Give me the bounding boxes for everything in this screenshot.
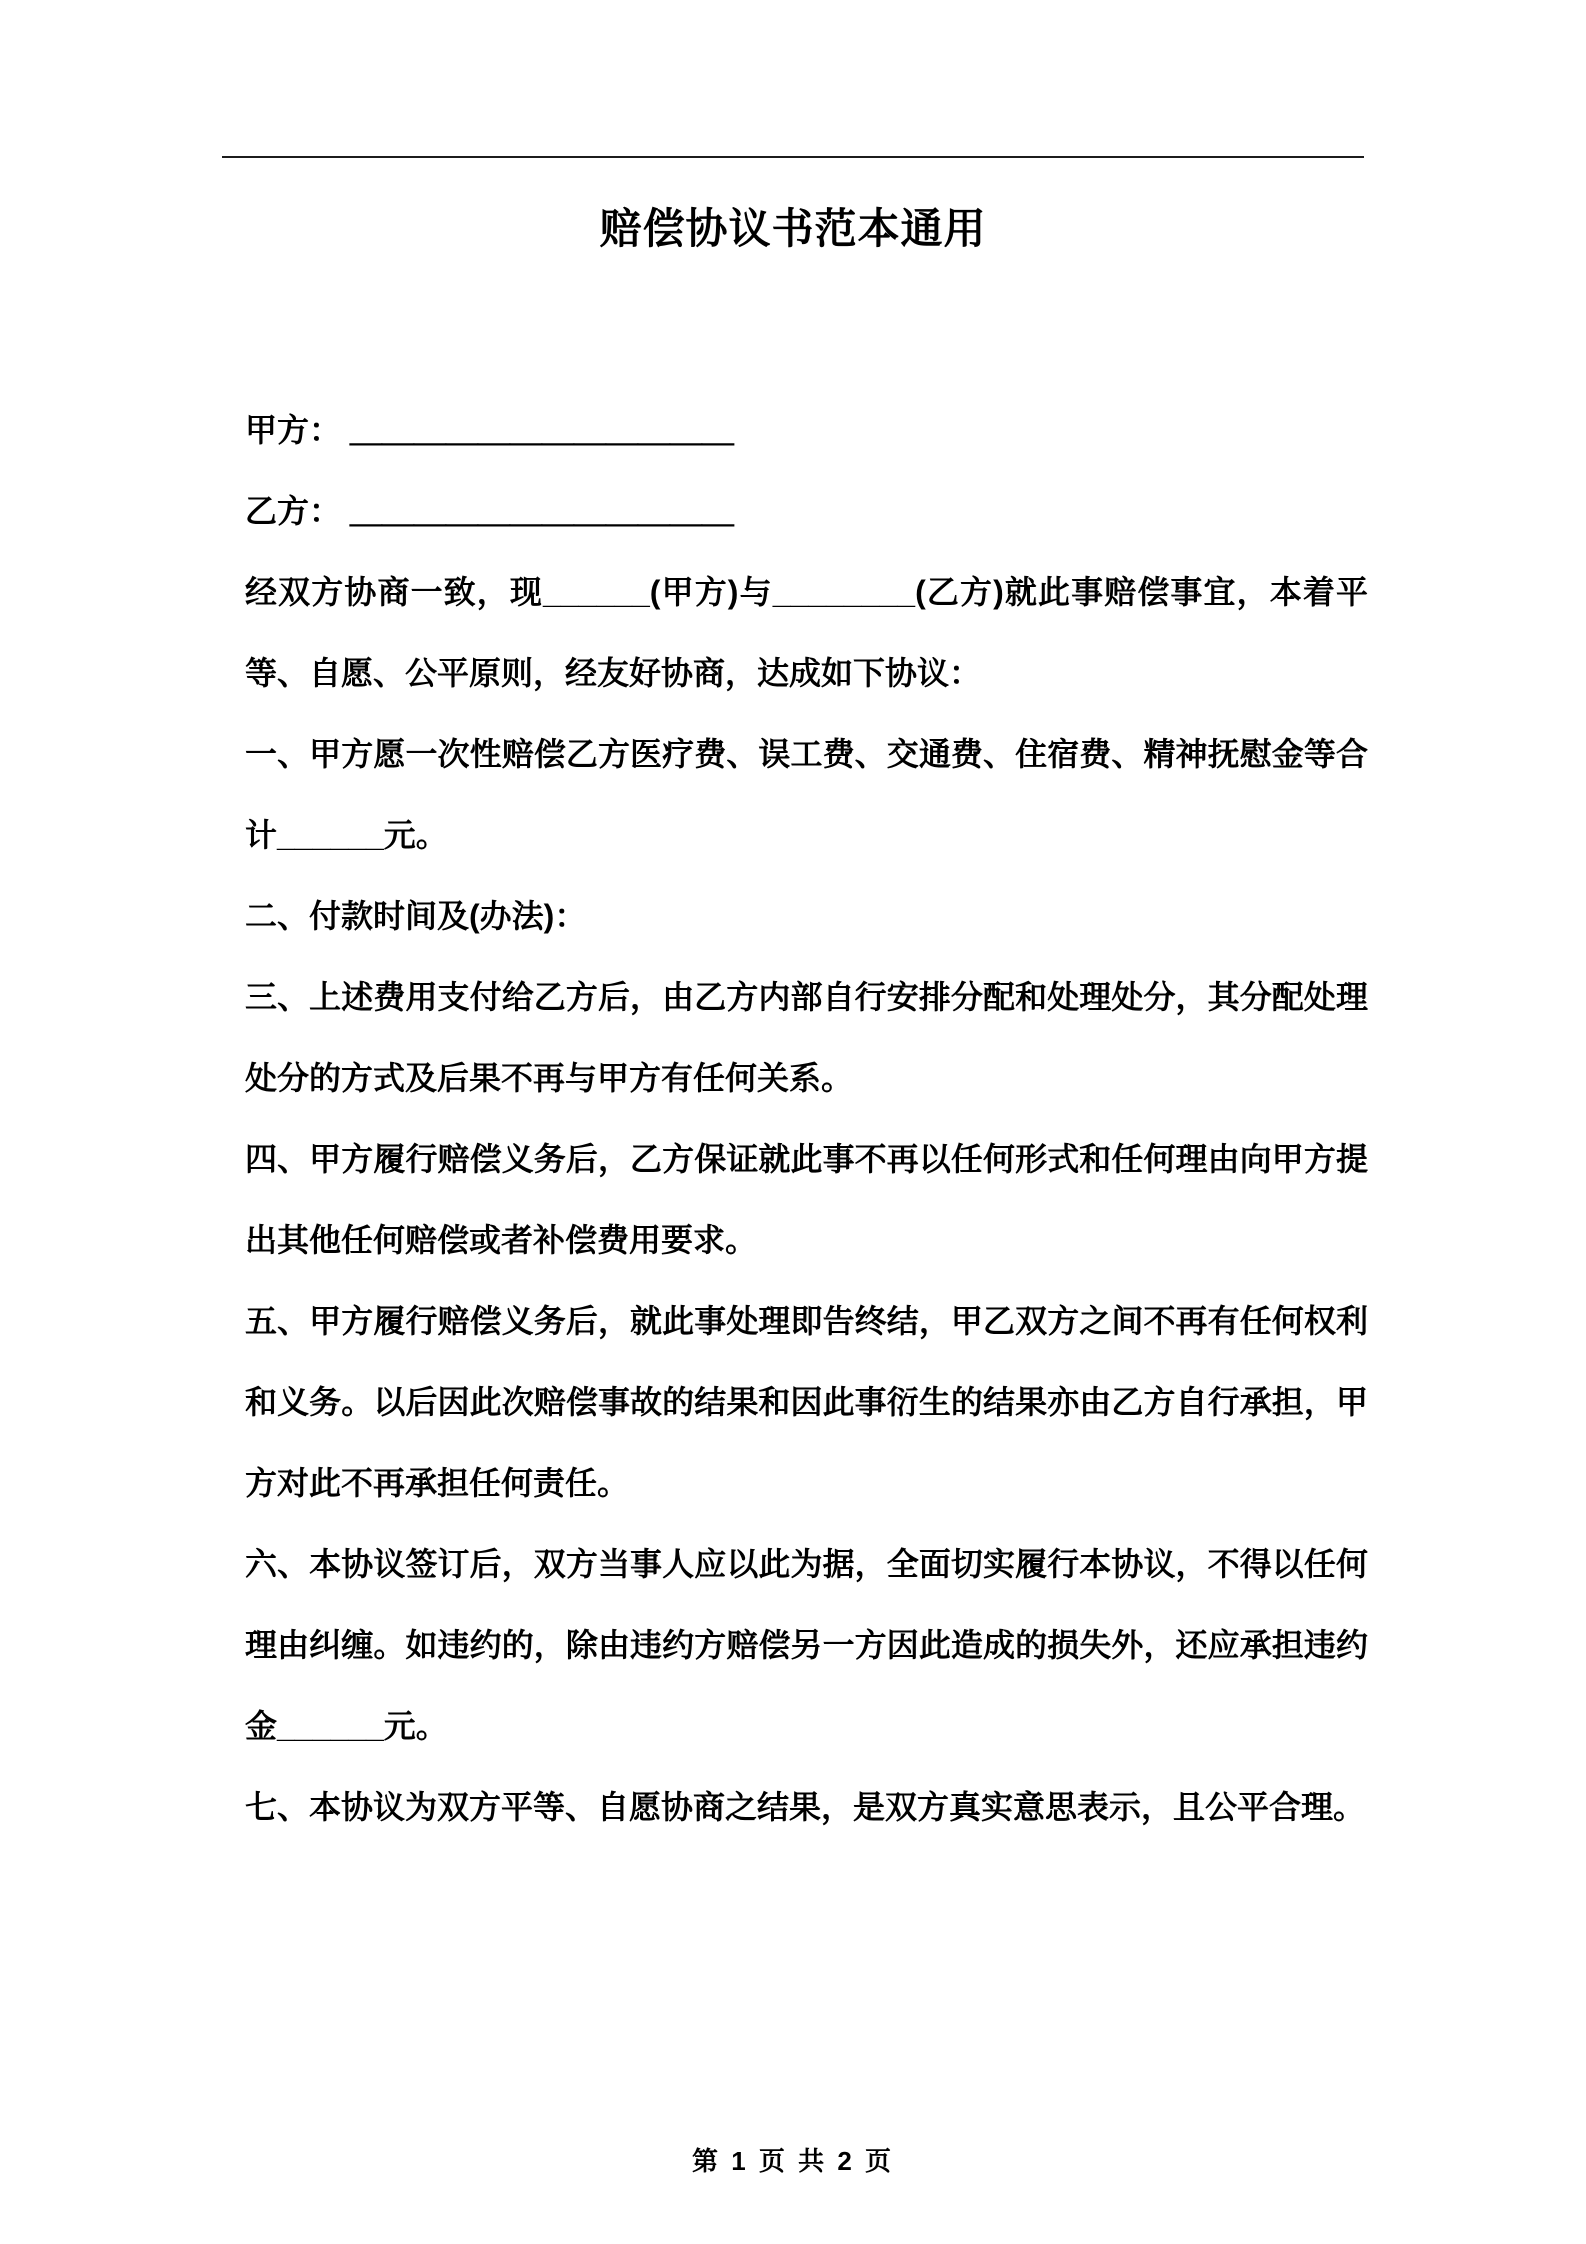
paragraph-clause-4: 四、甲方履行赔偿义务后，乙方保证就此事不再以任何形式和任何理由向甲方提出其他任何赔偿或者补偿费用要求。 [245,1141,1368,1258]
paragraph-clause-6: 六、本协议签订后，双方当事人应以此为据，全面切实履行本协议，不得以任何理由纠缠。如违约的，除由违约方赔偿另一方因此造成的损失外，还应承担违约金______元。 [245,1546,1368,1744]
paragraph-clause-5: 五、甲方履行赔偿义务后，就此事处理即告终结，甲乙双方之间不再有任何权利和义务。以后因此次赔偿事故的结果和因此事衍生的结果亦由乙方自行承担，甲方对此不再承担任何责任。 [245,1303,1368,1501]
header-rule [222,156,1364,158]
document-title: 赔偿协议书范本通用 [599,205,987,252]
paragraph-party-b: 乙方： ＿＿＿＿＿＿＿＿＿＿＿＿ [245,493,734,529]
paragraph-preamble: 经双方协商一致，现______(甲方)与________(乙方)就此事赔偿事宜，本着平等、自愿、公平原则，经友好协商，达成如下协议： [245,574,1368,691]
paragraph-party-a: 甲方： ＿＿＿＿＿＿＿＿＿＿＿＿ [245,412,734,448]
paragraph-clause-3: 三、上述费用支付给乙方后，由乙方内部自行安排分配和处理处分，其分配处理处分的方式及后果不再与甲方有任何关系。 [245,979,1368,1096]
paragraph-clause-1: 一、甲方愿一次性赔偿乙方医疗费、误工费、交通费、住宿费、精神抚慰金等合计______元。 [245,736,1368,853]
paragraph-clause-7: 七、本协议为双方平等、自愿协商之结果，是双方真实意思表示，且公平合理。 [245,1789,1366,1825]
document-body [245,390,1368,1848]
paragraph-clause-2: 二、付款时间及(办法)： [245,898,587,934]
page-footer [0,2141,1586,2178]
page-number-text: 第 1 页 共 2 页 [691,2146,895,2176]
